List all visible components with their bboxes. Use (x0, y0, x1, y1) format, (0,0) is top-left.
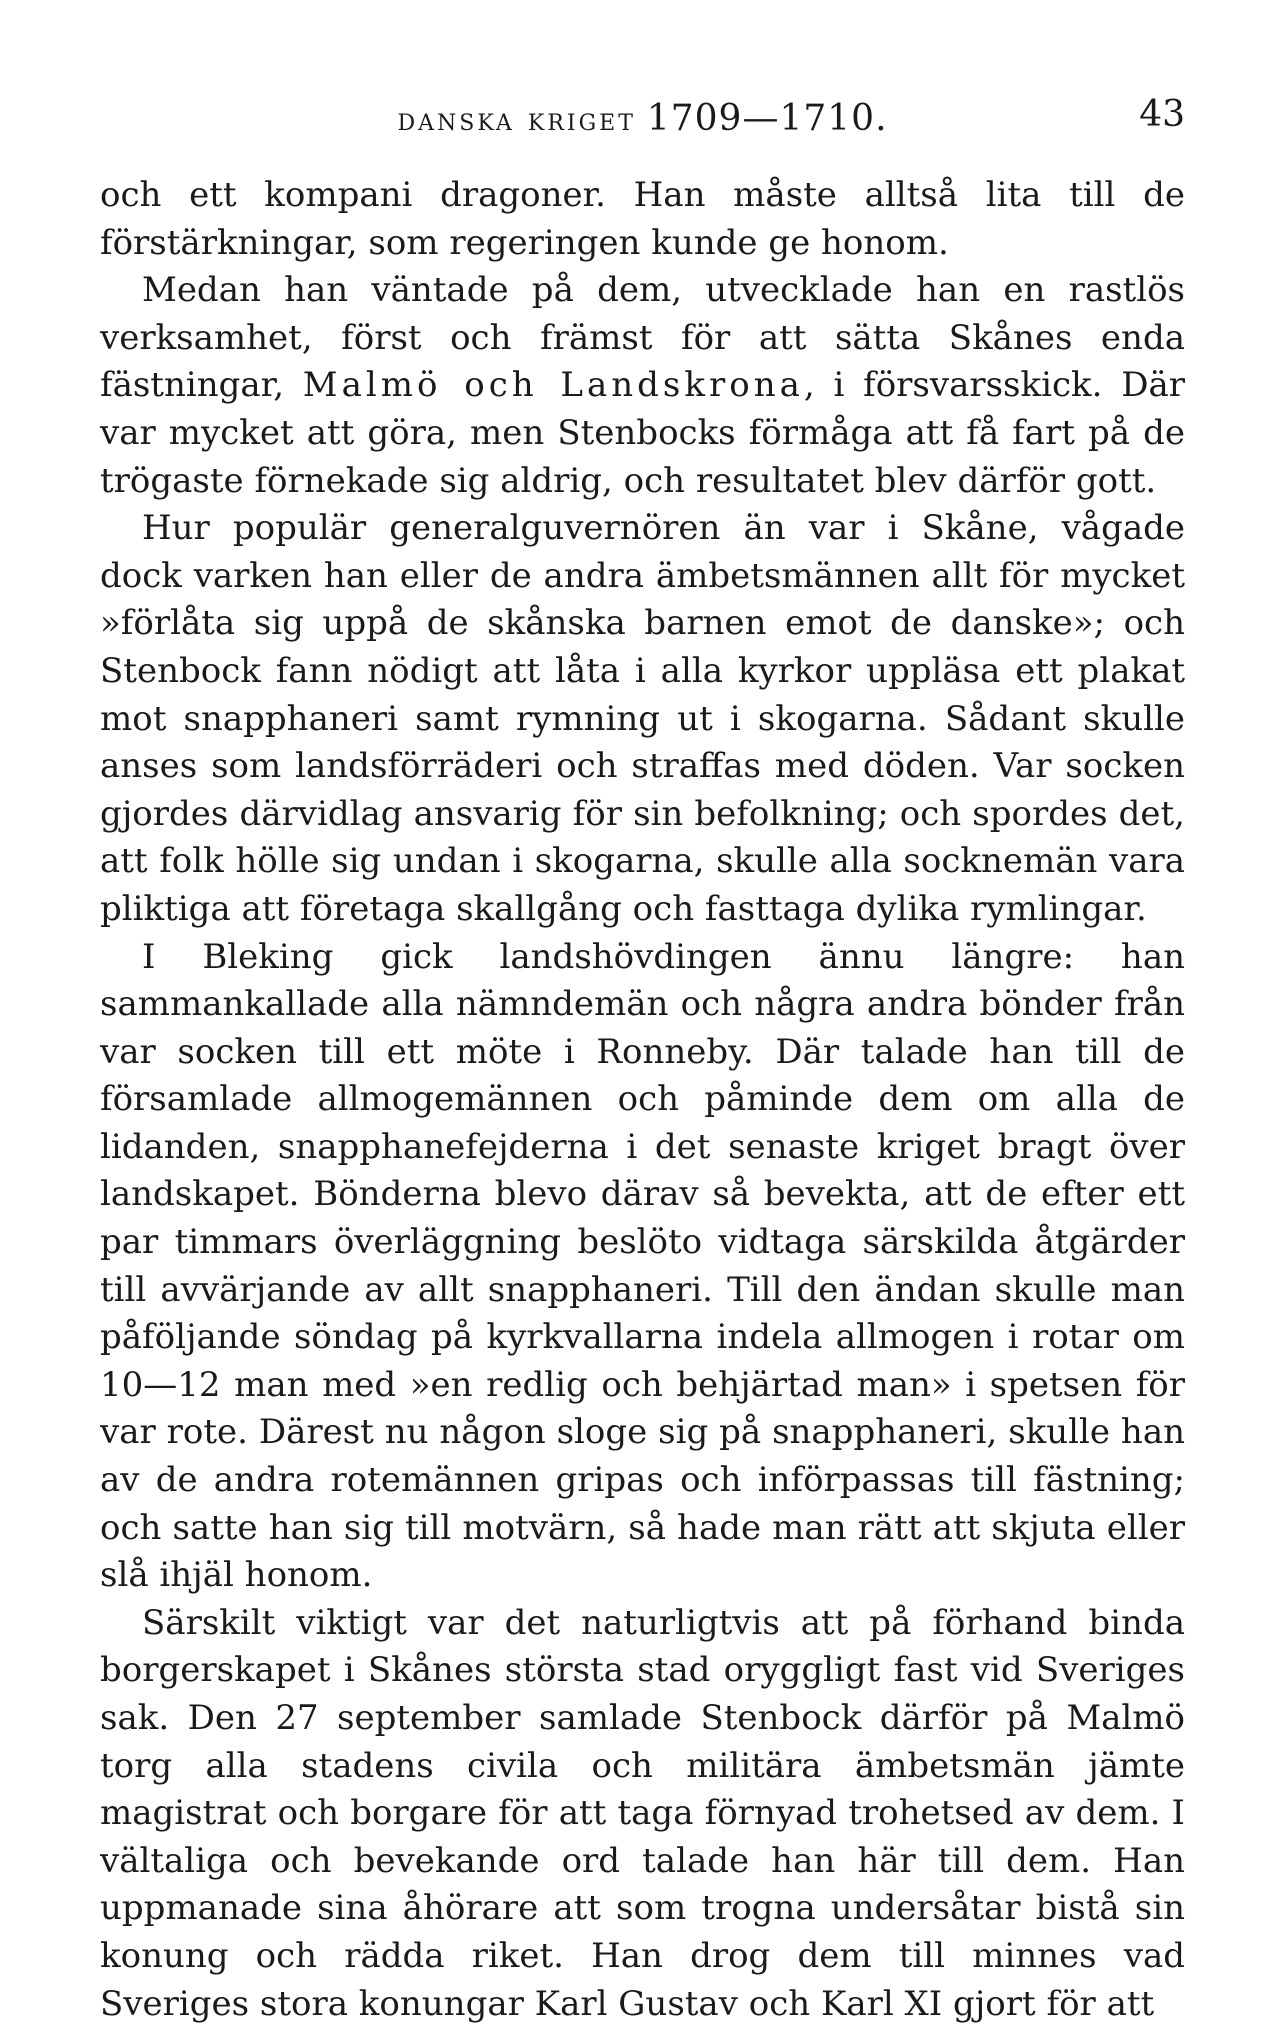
paragraph-1-text: och ett kompani dragoner. Han måste alltså lita till de förstärkningar, som regeringen kunde ge honom. (100, 175, 1185, 263)
paragraph-3 (100, 505, 1185, 933)
paragraph-4-text: I Bleking gick landshövdingen ännu längre: han sammankallade alla nämndemän och några andra bönder från var socken till ett möte i Ronneby. Där talade han till de församlade allmogemännen och påminde dem om alla de lidanden, snapphanefejderna i det senaste kriget bragt över landskapet. Bönderna blevo därav så bevekta, att de efter ett par timmars överläggning beslöto vidtaga särskilda åtgärder till avvärjande av allt snapphaneri. Till den ändan skulle man påföljande söndag på kyrkvallarna indela allmogen i rotar om 10—12 man med »en redlig och behjärtad man» i spetsen för var rote. Därest nu någon sloge sig på snapphaneri, skulle han av de andra rotemännen gripas och införpassas till fästning; och satte han sig till motvärn, så hade man rätt att skjuta eller slå ihjäl honom. (100, 936, 1185, 1596)
paragraph-4 (100, 934, 1185, 1600)
running-title-years: 1709—1710. (646, 98, 888, 139)
running-title (100, 98, 1185, 139)
body-text (100, 172, 1185, 2028)
paragraph-2-text-end: , i försvarsskick. Där var mycket att göra, men Stenbocks förmåga att få fart på de trögaste förnekade sig aldrig, och resultatet blev därför gott. (100, 365, 1185, 501)
running-head (100, 80, 1185, 140)
paragraph-2-spaced-names: Malmö och Landskrona (302, 365, 804, 406)
running-title-words: danska kriget (397, 100, 636, 138)
book-page (100, 80, 1185, 2028)
paragraph-2-text-start: Medan han väntade på dem, utvecklade han en rastlös verksamhet, först och främst för att sätta Skånes enda fästningar, (100, 270, 1185, 406)
paragraph-2 (100, 267, 1185, 505)
paragraph-5-text: Särskilt viktigt var det naturligtvis att på förhand binda borgerskapet i Skånes största stad oryggligt fast vid Sveriges sak. Den 27 september samlade Stenbock därför på Malmö torg alla stadens civila och militära ämbetsmän jämte magistrat och borgare för att taga förnyad trohetsed av dem. I vältaliga och bevekande ord talade han här till dem. Han uppmanade sina åhörare att som trogna undersåtar bistå sin konung och rädda riket. Han drog dem till minnes vad Sveriges stora konungar Karl Gustav och Karl XI gjort för att (100, 1602, 1185, 2024)
page-number: 43 (1139, 94, 1185, 135)
paragraph-1 (100, 172, 1185, 267)
paragraph-5 (100, 1600, 1185, 2028)
paragraph-3-text: Hur populär generalguvernören än var i Skåne, vågade dock varken han eller de andra ämbetsmännen allt för mycket »förlåta sig uppå de skånska barnen emot de danske»; och Stenbock fann nödigt att låta i alla kyrkor uppläsa ett plakat mot snapphaneri samt rymning ut i skogarna. Sådant skulle anses som landsförräderi och straffas med döden. Var socken gjordes därvidlag ansvarig för sin befolkning; och spordes det, att folk hölle sig undan i skogarna, skulle alla socknemän vara pliktiga att företaga skallgång och fasttaga dylika rymlingar. (100, 508, 1185, 929)
